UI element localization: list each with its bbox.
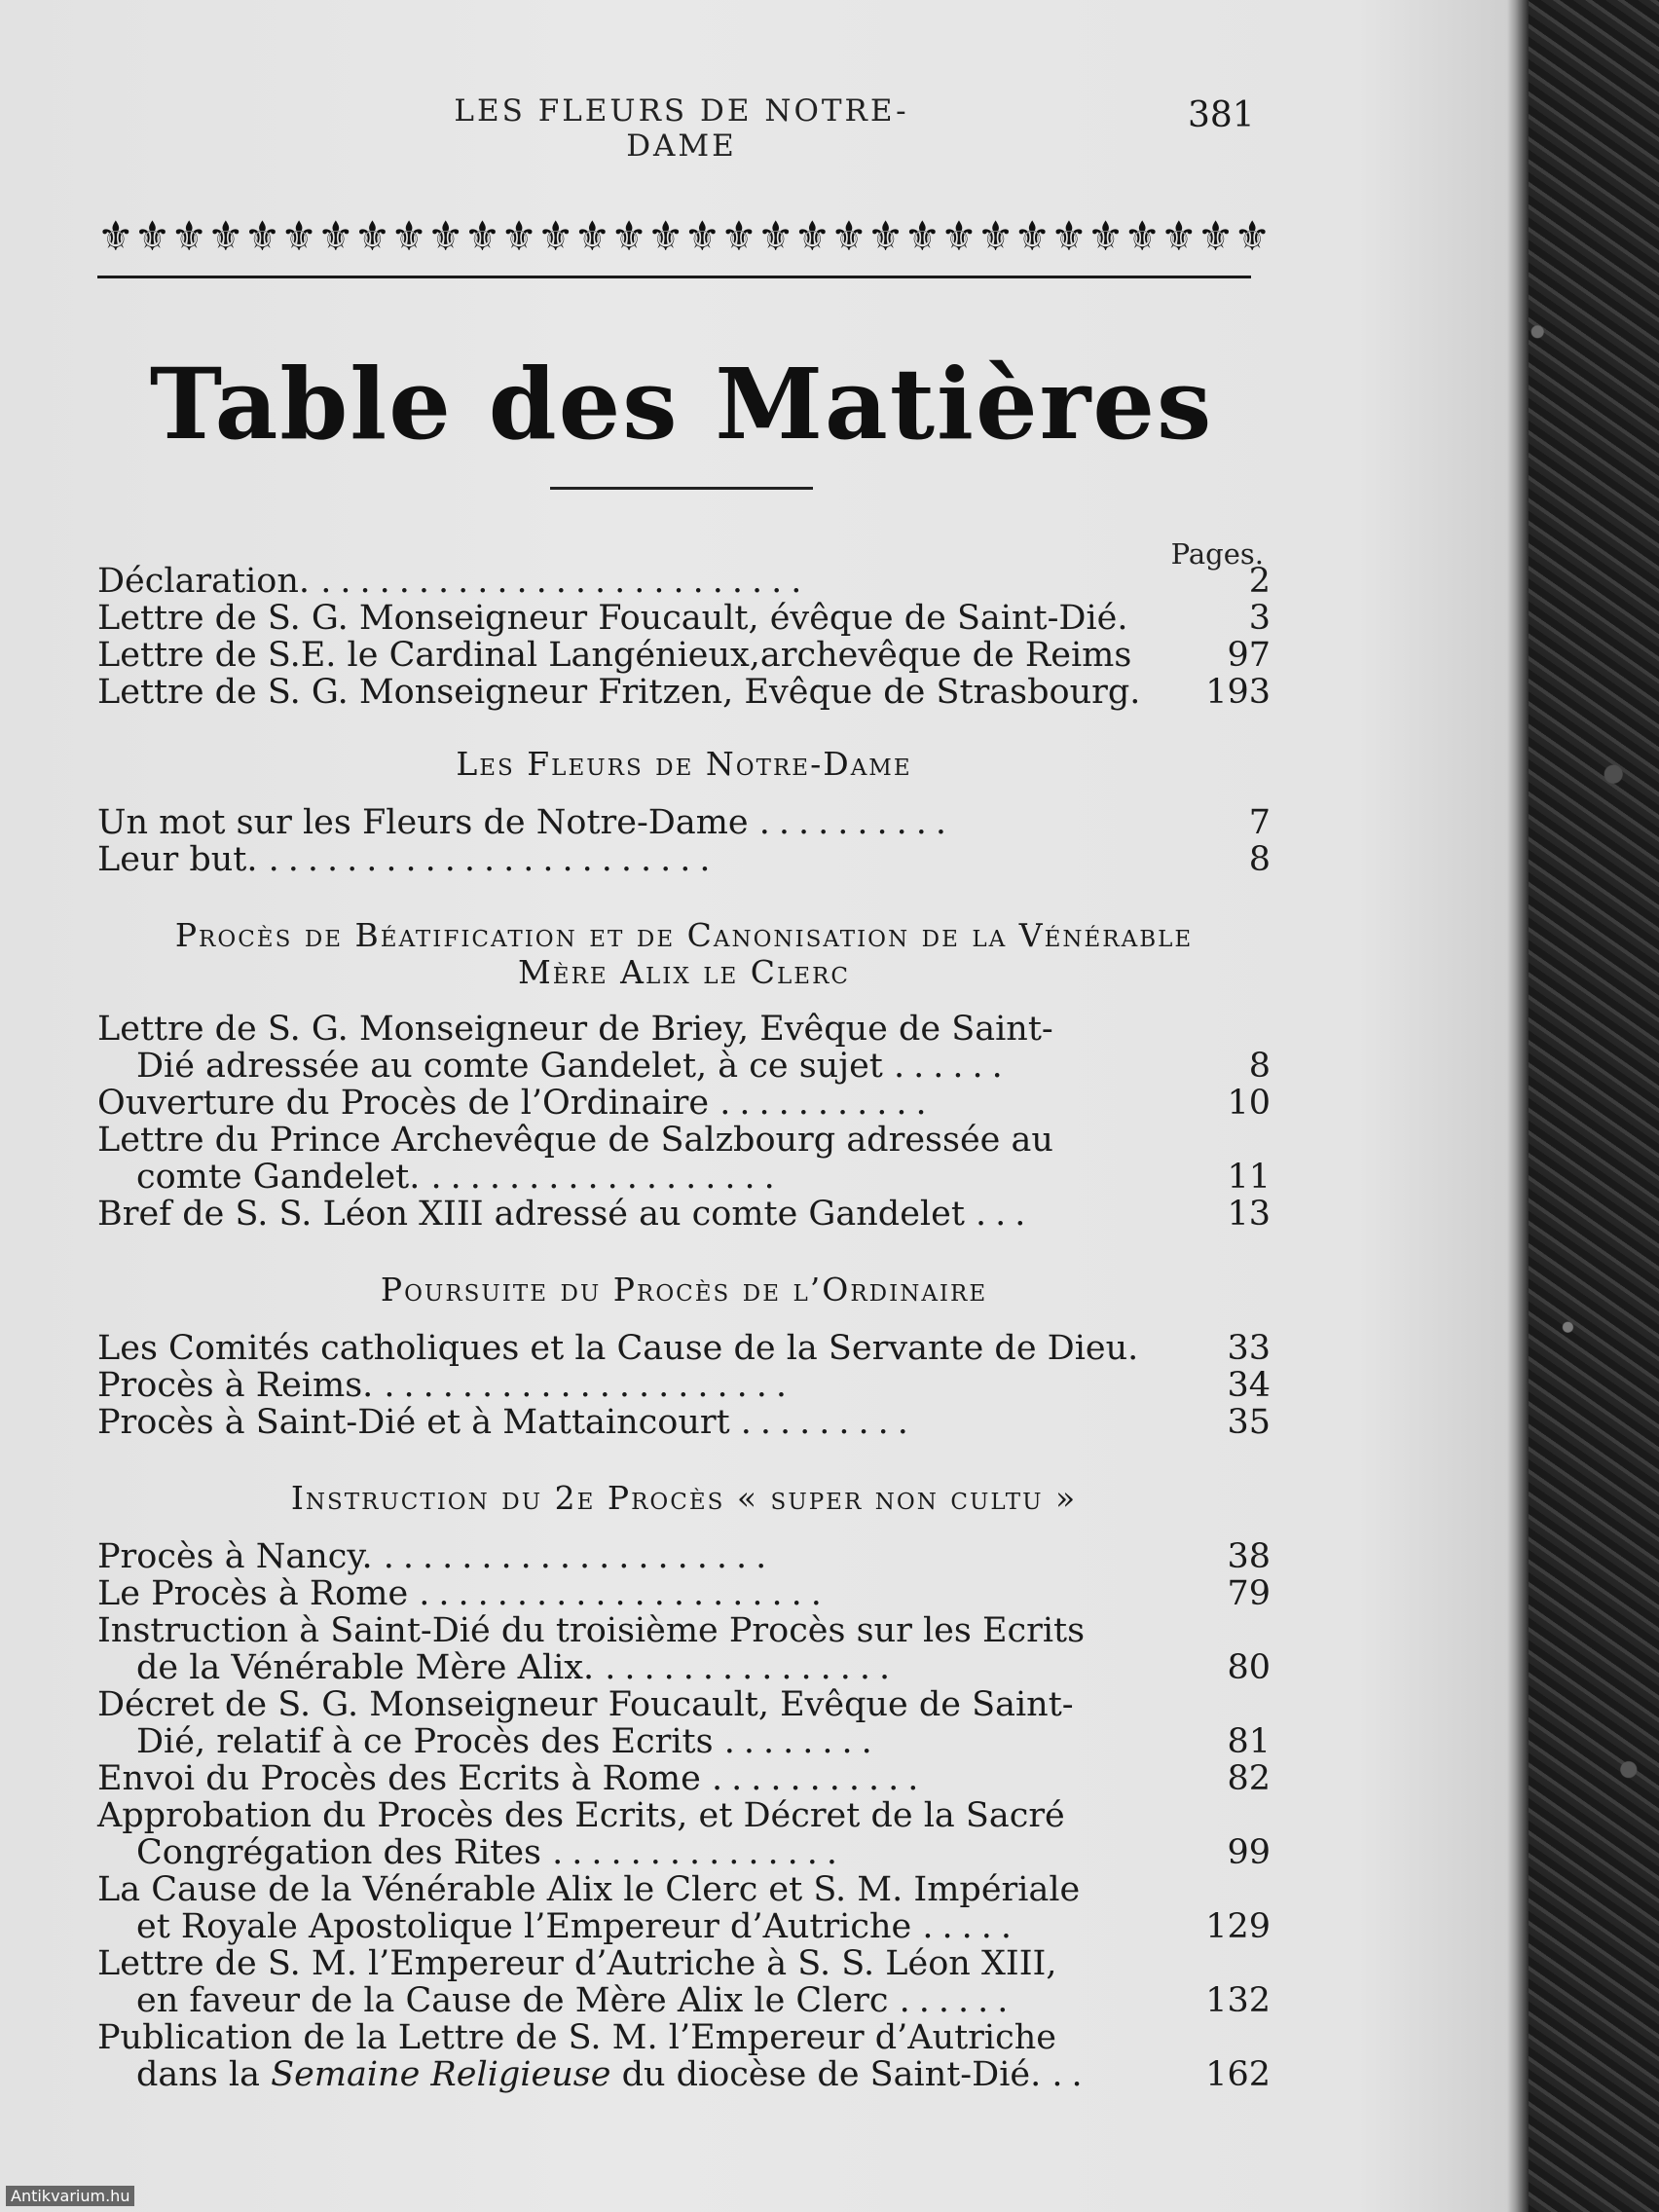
toc-entry: Procès à Saint-Dié et à Mattaincourt ......... 35 — [97, 1403, 1271, 1442]
toc-page: 38 — [1227, 1537, 1271, 1576]
toc-entry: Ouverture du Procès de l’Ordinaire ........... 10 — [97, 1084, 1271, 1123]
pages-column-label: Pages. — [1170, 537, 1264, 571]
toc-entry: Lettre de S. G. Monseigneur Fritzen, Evêque de Strasbourg. 193 — [97, 673, 1271, 712]
toc-page: 97 — [1227, 636, 1271, 675]
page-number: 381 — [1188, 95, 1255, 135]
page-edge-shadow — [1507, 0, 1529, 2212]
section-heading: Mère Alix le Clerc — [517, 953, 850, 991]
toc-page: 3 — [1248, 599, 1271, 638]
running-head: LES FLEURS DE NOTRE-DAME — [454, 93, 909, 164]
fleur-de-lis-icon: ⚜ — [573, 212, 611, 260]
toc-entry: Instruction à Saint-Dié du troisième Procès sur les Ecrits de la Vénérable Mère Alix. ............... 80 — [97, 1611, 1271, 1687]
fleur-de-lis-icon: ⚜ — [793, 212, 831, 260]
fleur-de-lis-icon: ⚜ — [1161, 212, 1198, 260]
fleur-de-lis-icon: ⚜ — [977, 212, 1014, 260]
toc-page: 162 — [1205, 2055, 1271, 2094]
fleur-de-lis-icon: ⚜ — [316, 212, 354, 260]
fleur-de-lis-icon: ⚜ — [1197, 212, 1235, 260]
toc-entry: Bref de S. S. Léon XIII adressé au comte Gandelet ... 13 — [97, 1195, 1271, 1234]
toc-page: 7 — [1248, 803, 1271, 842]
fleur-de-lis-icon: ⚜ — [1051, 212, 1088, 260]
toc-page: 82 — [1227, 1759, 1271, 1798]
title-rule — [550, 487, 813, 490]
toc-page: 81 — [1227, 1722, 1271, 1761]
toc-entry: Procès à Reims. ..................... 34 — [97, 1366, 1271, 1405]
fleur-de-lis-icon: ⚜ — [500, 212, 537, 260]
fleur-de-lis-icon: ⚜ — [170, 212, 207, 260]
toc-page: 33 — [1227, 1329, 1271, 1368]
watermark: Antikvarium.hu — [6, 2186, 134, 2206]
ornament-rule — [97, 276, 1251, 278]
fleur-de-lis-icon: ⚜ — [646, 212, 684, 260]
fleur-de-lis-icon: ⚜ — [1014, 212, 1051, 260]
toc-entry: Approbation du Procès des Ecrits, et Décret de la Sacré Congrégation des Rites ............... 99 — [97, 1796, 1271, 1872]
fleur-de-lis-icon: ⚜ — [683, 212, 721, 260]
toc-entry: Publication de la Lettre de S. M. l’Empereur d’Autriche dans la Semaine Religieuse du diocèse de Saint-Dié. .. 162 — [97, 2018, 1271, 2094]
section-heading: Procès de Béatification et de Canonisation de la Vénérable — [174, 916, 1194, 954]
toc-page: 35 — [1227, 1403, 1271, 1442]
fleur-de-lis-icon: ⚜ — [1124, 212, 1161, 260]
fleur-de-lis-icon: ⚜ — [426, 212, 464, 260]
toc-entry: Lettre du Prince Archevêque de Salzbourg adressée au comte Gandelet. .................. 11 — [97, 1121, 1271, 1197]
toc-entry: Le Procès à Rome ..................... 79 — [97, 1574, 1271, 1613]
fleur-de-lis-icon: ⚜ — [390, 212, 427, 260]
fleur-de-lis-icon: ⚜ — [97, 212, 134, 260]
toc-page: 79 — [1227, 1574, 1271, 1613]
toc-page: 193 — [1205, 673, 1271, 712]
toc-entry: Les Comités catholiques et la Cause de la Servante de Dieu. 33 — [97, 1329, 1271, 1368]
page-title: Table des Matières — [149, 347, 1214, 461]
fleur-de-lis-icon: ⚜ — [353, 212, 391, 260]
fleur-de-lis-icon: ⚜ — [206, 212, 244, 260]
toc-page: 11 — [1227, 1158, 1271, 1197]
toc-entry: Lettre de S. M. l’Empereur d’Autriche à S. S. Léon XIII, en faveur de la Cause de Mère Alix le Clerc ...... 132 — [97, 1944, 1271, 2020]
fleur-de-lis-icon: ⚜ — [830, 212, 867, 260]
fleur-de-lis-icon: ⚜ — [610, 212, 647, 260]
toc-page: 80 — [1227, 1648, 1271, 1687]
toc-page: 129 — [1205, 1907, 1271, 1946]
fleur-de-lis-icon: ⚜ — [1087, 212, 1124, 260]
toc-entry: Décret de S. G. Monseigneur Foucault, Evêque de Saint- Dié, relatif à ce Procès des Ecrits ........ 81 — [97, 1685, 1271, 1761]
toc-entry: Déclaration. ......................... 2 — [97, 562, 1271, 601]
toc-page: 34 — [1227, 1366, 1271, 1405]
table-of-contents — [97, 559, 1271, 2093]
fleur-de-lis-icon: ⚜ — [1234, 212, 1271, 260]
section-heading: Les Fleurs de Notre-Dame — [456, 745, 912, 783]
fleur-de-lis-icon: ⚜ — [903, 212, 941, 260]
book-binding-spine — [1507, 0, 1659, 2212]
toc-page: 132 — [1205, 1981, 1271, 2020]
section-heading: Instruction du 2e Procès « super non cultu » — [290, 1479, 1078, 1517]
fleur-de-lis-icon: ⚜ — [756, 212, 794, 260]
toc-entry: Lettre de S. G. Monseigneur de Briey, Evêque de Saint- Dié adressée au comte Gandelet, à ce sujet ...... 8 — [97, 1010, 1271, 1086]
fleur-de-lis-icon: ⚜ — [720, 212, 757, 260]
toc-page: 99 — [1227, 1833, 1271, 1872]
toc-entry: La Cause de la Vénérable Alix le Clerc et S. M. Impériale et Royale Apostolique l’Empereur d’Autriche ..... 129 — [97, 1870, 1271, 1946]
fleur-de-lis-border — [97, 212, 1271, 261]
fleur-de-lis-icon: ⚜ — [940, 212, 977, 260]
toc-page: 2 — [1248, 562, 1271, 601]
toc-entry: Envoi du Procès des Ecrits à Rome ........... 82 — [97, 1759, 1271, 1798]
toc-entry: Procès à Nancy. .................... 38 — [97, 1537, 1271, 1576]
section-heading: Poursuite du Procès de l’Ordinaire — [380, 1271, 988, 1309]
toc-page: 10 — [1227, 1084, 1271, 1123]
fleur-de-lis-icon: ⚜ — [280, 212, 317, 260]
toc-page: 13 — [1227, 1195, 1271, 1234]
toc-entry: Lettre de S. G. Monseigneur Foucault, évêque de Saint-Dié. 3 — [97, 599, 1271, 638]
fleur-de-lis-icon: ⚜ — [463, 212, 501, 260]
toc-page: 8 — [1248, 1047, 1271, 1086]
toc-entry: Lettre de S.E. le Cardinal Langénieux,archevêque de Reims 97 — [97, 636, 1271, 675]
toc-page: 8 — [1248, 840, 1271, 879]
toc-entry: Un mot sur les Fleurs de Notre-Dame .......... 7 — [97, 803, 1271, 842]
fleur-de-lis-icon: ⚜ — [536, 212, 574, 260]
fleur-de-lis-icon: ⚜ — [866, 212, 904, 260]
fleur-de-lis-icon: ⚜ — [133, 212, 171, 260]
toc-entry: Leur but. ....................... 8 — [97, 840, 1271, 879]
fleur-de-lis-icon: ⚜ — [243, 212, 281, 260]
